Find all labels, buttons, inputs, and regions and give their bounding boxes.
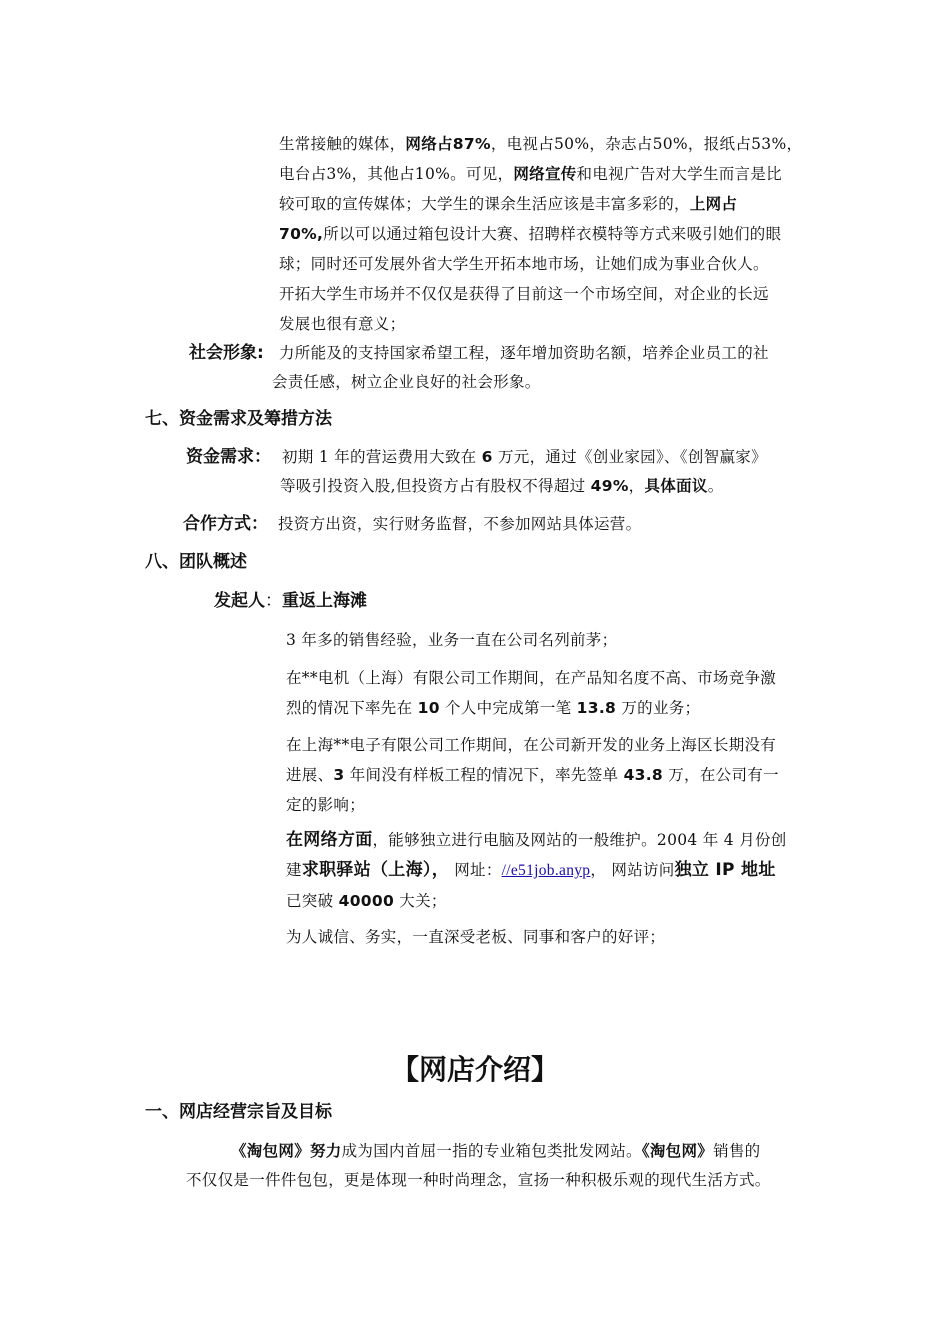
coop-text: 投资方出资，实行财务监督，不参加网站具体运营。	[278, 515, 642, 533]
founder-p1: 3 年多的销售经验，业务一直在公司名列前茅；	[286, 631, 618, 649]
market-line-4: 70%,所以可以通过箱包设计大赛、招聘样衣模特等方式来吸引她们的眼	[279, 225, 782, 243]
funding-label: 资金需求：	[186, 447, 271, 467]
funding-line-1: 初期 1 年的营运费用大致在 6 万元，通过《创业家园》、《创智赢家》	[282, 448, 767, 466]
founder-p3: 在上海**电子有限公司工作期间，在公司新开发的业务上海区长期没有 进展、3 年间没有样板工程的情况下，率先签单 43.8 万，在公司有一 定的影响；	[286, 736, 779, 814]
market-paragraph	[279, 129, 819, 339]
founder-p4: 在网络方面，能够独立进行电脑及网站的一般维护。2004 年 4 月份创 建求职驿站（上海）， 网址：//e51job.anyp， 网站访问独立 IP 地址 已突破 40000 大关；	[286, 830, 787, 910]
shop-line-1: 《淘包网》努力成为国内首屈一指的专业箱包类批发网站。《淘包网》销售的	[231, 1142, 761, 1160]
founder-name: 重返上海滩	[282, 591, 367, 611]
market-line-3: 较可取的宣传媒体；大学生的课余生活应该是丰富多彩的，上网占	[279, 195, 738, 213]
social-label: 社会形象:	[189, 343, 264, 363]
founder-p2: 在**电机（上海）有限公司工作期间，在产品知名度不高、市场竞争激 烈的情况下率先在 10 个人中完成第一笔 13.8 万的业务；	[286, 669, 777, 717]
shop-section-1-heading: 一、网店经营宗旨及目标	[145, 1102, 332, 1122]
market-line-7: 发展也很有意义；	[279, 315, 406, 333]
shop-title: 【网店介绍】	[390, 1053, 559, 1086]
market-line-1: 生常接触的媒体，网络占87%，电视占50%，杂志占50%，报纸占53%，	[279, 135, 803, 153]
funding-line-2: 等吸引投资入股,但投资方占有股权不得超过 49%，具体面议。	[280, 477, 724, 495]
section-7-heading: 七、资金需求及筹措方法	[145, 409, 332, 429]
website-link[interactable]: //e51job.anyp	[501, 862, 591, 879]
social-line-1: 力所能及的支持国家希望工程，逐年增加资助名额，培养企业员工的社	[279, 344, 769, 362]
founder-p5: 为人诚信、务实，一直深受老板、同事和客户的好评；	[286, 928, 666, 946]
social-line-2: 会责任感，树立企业良好的社会形象。	[272, 373, 541, 391]
section-8-heading: 八、团队概述	[145, 552, 247, 572]
shop-line-2: 不仅仅是一件件包包，更是体现一种时尚理念，宣扬一种积极乐观的现代生活方式。	[186, 1171, 771, 1189]
market-line-6: 开拓大学生市场并不仅仅是获得了目前这一个市场空间，对企业的长远	[279, 285, 769, 303]
founder-heading: 发起人：重返上海滩	[214, 591, 367, 611]
market-line-5: 球；同时还可发展外省大学生开拓本地市场，让她们成为事业合伙人。	[279, 255, 769, 273]
market-line-2: 电台占3%，其他占10%。可见，网络宣传和电视广告对大学生而言是比	[279, 165, 782, 183]
coop-label: 合作方式：	[183, 514, 268, 534]
